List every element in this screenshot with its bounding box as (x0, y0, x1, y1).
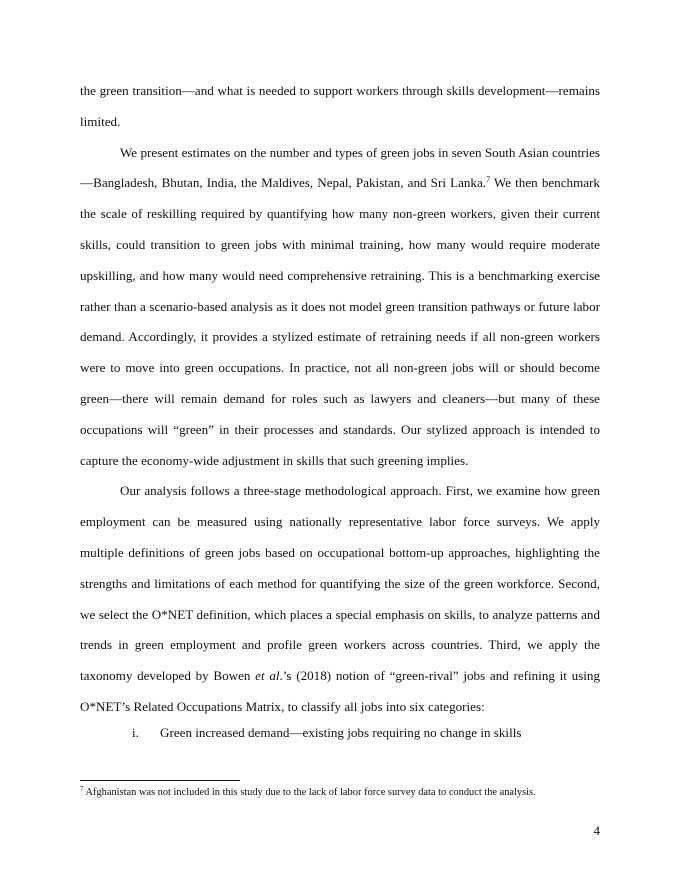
list-marker: i. (132, 725, 139, 740)
body-text (80, 76, 600, 723)
paragraph-continued-text: the green transition—and what is needed to support workers through skills development—remains limited. (80, 83, 600, 129)
footnote (80, 786, 640, 800)
footnote-separator (80, 780, 240, 781)
paragraph-methodology (80, 476, 600, 722)
paragraph-seven-countries-text-a: We present estimates on the number and types of green jobs in seven South Asian countries —Bangladesh, Bhutan, India, the Maldives, Nepal, Pakistan, and Sri Lanka. (80, 144, 600, 191)
list-item (132, 718, 521, 749)
list-item-text: Green increased demand—existing jobs requiring no change in skills (160, 725, 522, 740)
paragraph-methodology-italic: et al (255, 668, 280, 684)
footnote-text: Afghanistan was not included in this study due to the lack of labor force survey data to conduct the analysis. (83, 787, 536, 798)
footnote-reference[interactable]: 7 (486, 175, 491, 185)
paragraph-methodology-text-a: Our analysis follows a three-stage methodological approach. First, we examine how green employment can be measured using nationally representative labor force surveys. We apply multiple definitions of green jobs based on occupational bottom-up approaches, highlighting the strengths and limitations of each method for quantifying the size of the green workforce. Second, we select the O*NET definition, which places a special emphasis on skills, to analyze patterns and trends in green employment and profile green workers across countries. Third, we apply the taxonomy developed by Bowen (80, 483, 600, 684)
paragraph-continued (80, 76, 600, 138)
footnote-marker: 7 (80, 785, 84, 793)
paragraph-seven-countries-text-b: We then benchmark the scale of reskilling required by quantifying how many non-green workers, given their current skills, could transition to green jobs with minimal training, how many would require moderate upskilling, and how many would need comprehensive retraining. This is a benchmarking exercise rather than a scenario-based analysis as it does not model green transition pathways or future labor demand. Accordingly, it provides a stylized estimate of retraining needs if all non-green workers were to move into green occupations. In practice, not all non-green jobs will or should become green—there will remain demand for roles such as lawyers and cleaners—but many of these occupations will “green” in their processes and standards. Our stylized approach is intended to capture the economy-wide adjustment in skills that such greening implies. (80, 175, 600, 468)
page-number: 4 (593, 823, 600, 838)
paragraph-methodology-text-b: .’s (2018) notion of “green-rival” jobs and refining it using O*NET’s Related Occupations Matrix, to classify all jobs into six categories: (80, 668, 600, 714)
paragraph-seven-countries (80, 138, 600, 477)
